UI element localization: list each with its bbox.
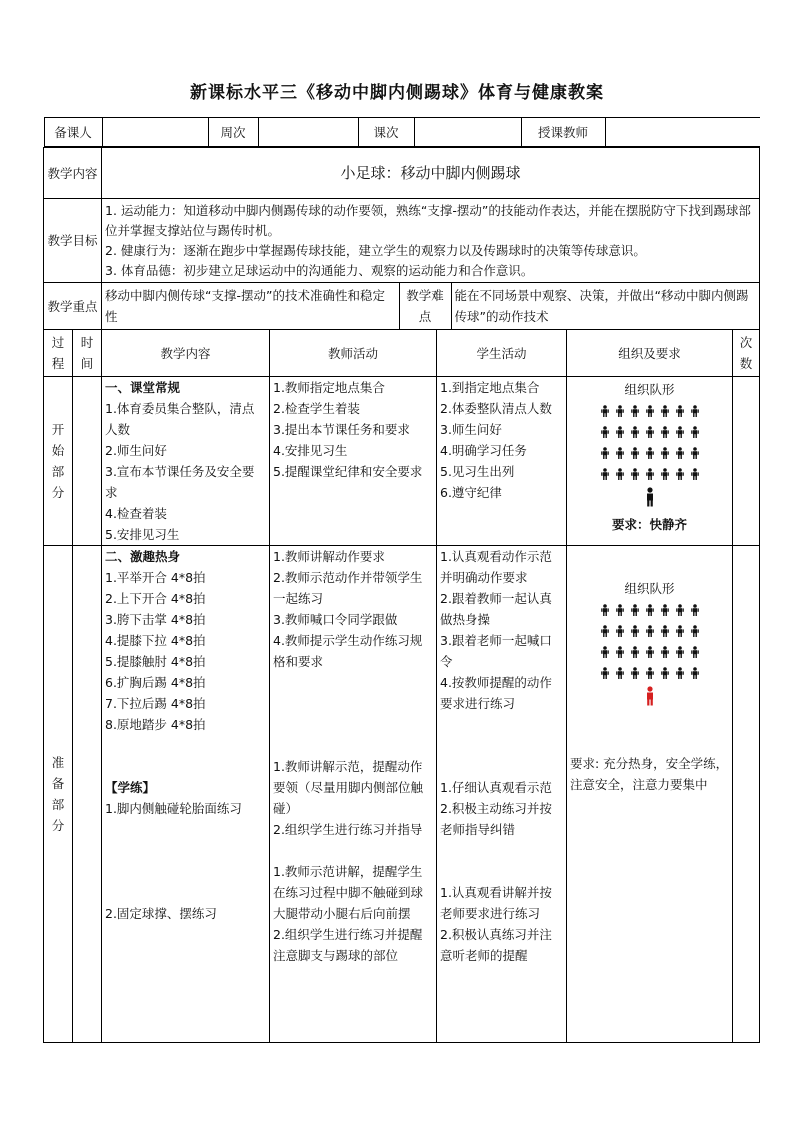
- student-icon: [660, 604, 670, 616]
- col-count: 次数: [733, 330, 760, 377]
- student-icon: [645, 447, 655, 459]
- student-icon: [600, 468, 610, 480]
- list-item: 2.体委整队清点人数: [440, 401, 552, 416]
- list-item: 2.积极主动练习并按老师指导纠错: [440, 801, 552, 837]
- list-item: 6.遵守纪律: [440, 485, 502, 500]
- formation-title: 组织队形: [624, 581, 675, 596]
- student-icon: [675, 426, 685, 438]
- start-formation: [567, 377, 733, 546]
- key-value: 移动中脚内侧传球“支撑-摆动”的技术准确性和稳定性: [102, 283, 399, 329]
- section-title: 一、课堂常规: [105, 380, 181, 395]
- list-item: 1.认真观看动作示范并明确动作要求: [440, 549, 552, 585]
- lesson-label: 课次: [358, 118, 414, 147]
- student-icon: [615, 426, 625, 438]
- student-formation: [570, 599, 729, 683]
- student-icon: [600, 426, 610, 438]
- student-icon: [600, 604, 610, 616]
- section-title: 二、激趣热身: [105, 549, 181, 564]
- student-icon: [630, 667, 640, 679]
- list-item: 5.见习生出列: [440, 464, 515, 479]
- list-item: 2.组织学生进行练习并提醒注意脚支与踢球的部位: [273, 927, 423, 963]
- list-item: 1.教师指定地点集合: [273, 380, 385, 395]
- list-item: 4.提膝下拉 4*8拍: [105, 633, 206, 648]
- list-item: 4.按教师提醒的动作要求进行练习: [440, 675, 552, 711]
- section-start-label: 开始部分: [44, 377, 73, 546]
- col-content: 教学内容: [102, 330, 270, 377]
- formation-row: [570, 662, 729, 683]
- list-item: 2.检查学生着装: [273, 401, 360, 416]
- list-item: 2.组织学生进行练习并指导: [273, 822, 423, 837]
- preparer-label: 备课人: [44, 118, 102, 147]
- student-icon: [645, 667, 655, 679]
- list-item: 8.原地踏步 4*8拍: [105, 717, 206, 732]
- student-icon: [615, 625, 625, 637]
- student-icon: [690, 426, 700, 438]
- student-icon: [690, 405, 700, 417]
- student-icon: [660, 667, 670, 679]
- formation-row: [570, 641, 729, 662]
- student-icon: [675, 405, 685, 417]
- formation-row: [570, 463, 729, 484]
- student-icon: [615, 646, 625, 658]
- student-icon: [690, 604, 700, 616]
- list-item: 1.体育委员集合整队，清点人数: [105, 401, 255, 437]
- formation-requirement: 要求: 充分热身，安全学练，注意安全，注意力要集中: [570, 756, 729, 792]
- student-icon: [675, 604, 685, 616]
- section-prep-time: [73, 546, 102, 1043]
- list-item: 1.脚内侧触碰轮胎面练习: [105, 801, 242, 816]
- formation-row: [570, 599, 729, 620]
- list-item: 3.师生问好: [440, 422, 502, 437]
- week-label: 周次: [208, 118, 258, 147]
- student-icon: [675, 625, 685, 637]
- student-icon: [660, 625, 670, 637]
- student-icon: [630, 405, 640, 417]
- student-icon: [615, 667, 625, 679]
- list-item: 2.固定球撑、摆练习: [105, 906, 217, 921]
- page-title: 新课标水平三《移动中脚内侧踢球》体育与健康教案: [190, 83, 604, 103]
- student-icon: [630, 646, 640, 658]
- teacher-value: [605, 118, 760, 147]
- list-item: 2.教师示范动作并带领学生一起练习: [273, 570, 423, 606]
- list-item: 3.跟着老师一起喊口令: [440, 633, 552, 669]
- list-item: 3.教师喊口令同学跟做: [273, 612, 398, 627]
- student-icon: [600, 625, 610, 637]
- student-icon: [675, 667, 685, 679]
- list-item: 5.提膝触肘 4*8拍: [105, 654, 206, 669]
- list-item: 1.到指定地点集合: [440, 380, 540, 395]
- student-icon: [645, 625, 655, 637]
- list-item: 6.扩胸后踢 4*8拍: [105, 675, 206, 690]
- list-item: 1.教师讲解动作要求: [273, 549, 385, 564]
- student-icon: [690, 667, 700, 679]
- list-item: 2.上下开合 4*8拍: [105, 591, 206, 606]
- formation-row: [570, 442, 729, 463]
- teacher-figure: [570, 683, 729, 709]
- formation-row: [570, 620, 729, 641]
- student-icon: [615, 604, 625, 616]
- goal-item: 2. 健康行为：逐渐在跑步中掌握踢传球技能，建立学生的观察力以及传踢球时的决策等传球意识。: [105, 242, 646, 258]
- col-process: 过程: [44, 330, 73, 377]
- section-prep-count: [733, 546, 760, 1043]
- student-icon: [645, 405, 655, 417]
- student-formation: [570, 400, 729, 484]
- list-item: 3.宣布本节课任务及安全要求: [105, 464, 255, 500]
- student-icon: [645, 426, 655, 438]
- student-icon: [660, 405, 670, 417]
- key-label: 教学重点: [44, 283, 102, 330]
- list-item: 5.提醒课堂纪律和安全要求: [273, 464, 423, 479]
- section-prep-label: 准备部分: [44, 546, 73, 1043]
- person-icon: [645, 487, 655, 507]
- student-icon: [600, 667, 610, 679]
- person-icon: [645, 686, 655, 706]
- lesson-value: [414, 118, 521, 147]
- list-item: 3.胯下击掌 4*8拍: [105, 612, 206, 627]
- content-value: 小足球：移动中脚内侧踢球: [102, 148, 760, 199]
- student-icon: [660, 447, 670, 459]
- difficulty-value: 能在不同场景中观察、决策，并做出“移动中脚内侧踢传球”的动作技术: [454, 288, 749, 324]
- student-icon: [600, 405, 610, 417]
- goal-item: 1. 运动能力：知道移动中脚内侧踢传球的动作要领，熟练“支撑-摆动”的技能动作表达，并能在摆脱防守下找到踢球部位并掌握支撑站位与踢传时机。: [105, 202, 751, 238]
- learn-title: 【学练】: [105, 780, 156, 795]
- student-icon: [660, 426, 670, 438]
- list-item: 1.平举开合 4*8拍: [105, 570, 206, 585]
- list-item: 1.仔细认真观看示范: [440, 780, 552, 795]
- section-start-time: [73, 377, 102, 546]
- student-icon: [660, 468, 670, 480]
- student-icon: [675, 646, 685, 658]
- student-icon: [615, 447, 625, 459]
- student-icon: [615, 468, 625, 480]
- section-start-count: [733, 377, 760, 546]
- list-item: 2.跟着教师一起认真做热身操: [440, 591, 552, 627]
- prep-formation: [567, 546, 733, 1043]
- list-item: 4.安排见习生: [273, 443, 348, 458]
- student-icon: [645, 604, 655, 616]
- student-icon: [600, 447, 610, 459]
- col-teacher: 教师活动: [270, 330, 437, 377]
- teacher-label: 授课教师: [521, 118, 605, 147]
- list-item: 1.教师讲解示范，提醒动作要领（尽量用脚内侧部位触碰）: [273, 759, 424, 816]
- list-item: 4.明确学习任务: [440, 443, 527, 458]
- student-icon: [630, 426, 640, 438]
- goal-item: 3. 体育品德：初步建立足球运动中的沟通能力、观察的运动能力和合作意识。: [105, 262, 534, 278]
- student-icon: [660, 646, 670, 658]
- list-item: 5.安排见习生: [105, 527, 180, 542]
- goals-label: 教学目标: [44, 199, 102, 283]
- formation-requirement: 要求：快静齐: [611, 517, 687, 532]
- student-icon: [690, 646, 700, 658]
- student-icon: [675, 468, 685, 480]
- preparer-value: [102, 118, 208, 147]
- week-value: [258, 118, 358, 147]
- student-icon: [690, 625, 700, 637]
- student-icon: [630, 468, 640, 480]
- teacher-figure: [570, 484, 729, 510]
- formation-row: [570, 400, 729, 421]
- formation-title: 组织队形: [624, 382, 675, 397]
- formation-row: [570, 421, 729, 442]
- list-item: 2.师生问好: [105, 443, 167, 458]
- student-icon: [630, 625, 640, 637]
- student-icon: [645, 468, 655, 480]
- student-icon: [600, 646, 610, 658]
- student-icon: [675, 447, 685, 459]
- content-label: 教学内容: [44, 148, 102, 199]
- student-icon: [630, 447, 640, 459]
- list-item: 1.教师示范讲解，提醒学生在练习过程中脚不触碰到球大腿带动小腿右后向前摆: [273, 864, 424, 921]
- student-icon: [615, 405, 625, 417]
- list-item: 1.认真观看讲解并按老师要求进行练习: [440, 885, 552, 921]
- col-organization: 组织及要求: [567, 330, 733, 377]
- lesson-plan-table: [43, 117, 760, 1043]
- col-student: 学生活动: [437, 330, 567, 377]
- list-item: 4.检查着装: [105, 506, 167, 521]
- student-icon: [645, 646, 655, 658]
- list-item: 4.教师提示学生动作练习规格和要求: [273, 633, 423, 669]
- list-item: 3.提出本节课任务和要求: [273, 422, 410, 437]
- list-item: 7.下拉后踢 4*8拍: [105, 696, 206, 711]
- student-icon: [690, 468, 700, 480]
- list-item: 2.积极认真练习并注意听老师的提醒: [440, 927, 552, 963]
- difficulty-label: 教学难点: [399, 283, 451, 329]
- col-time: 时间: [73, 330, 102, 377]
- student-icon: [630, 604, 640, 616]
- student-icon: [690, 447, 700, 459]
